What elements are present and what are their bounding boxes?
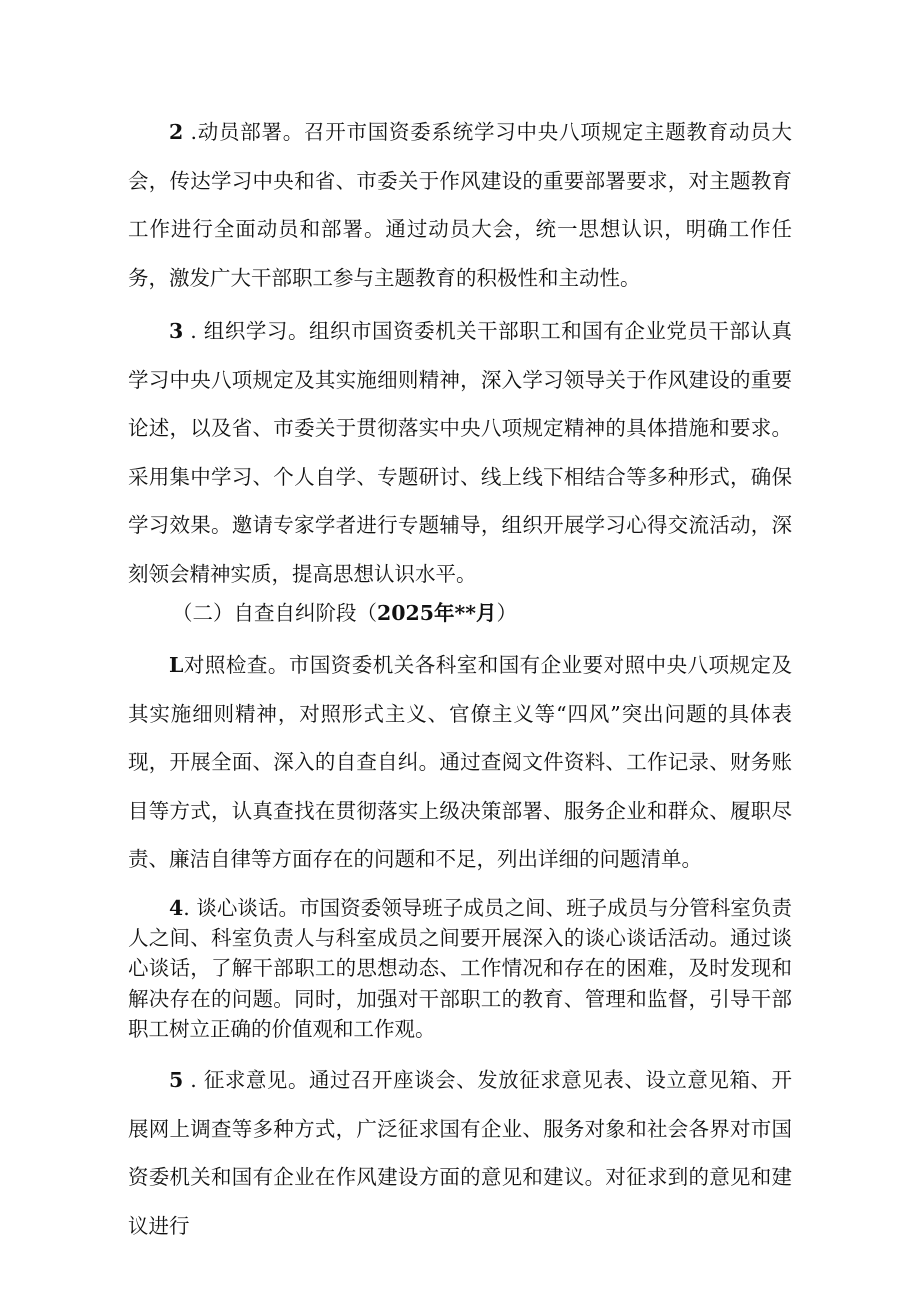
item-number: 2: [169, 120, 184, 144]
item-number: 3: [169, 319, 184, 343]
section-heading-year: 2025年**月: [377, 601, 497, 625]
paragraph-item-1: [128, 641, 792, 884]
paragraph-text: . 组织学习。组织市国资委机关干部职工和国有企业党员干部认真学习中央八项规定及其实施细则精神，深入学习领导关于作风建设的重要论述，以及省、市委关于贯彻落实中央八项规定精神的具体措施和要求。采用集中学习、个人自学、专题研讨、线上线下相结合等多种形式，确保学习效果。邀请专家学者进行专题辅导，组织开展学习心得交流活动，深刻领会精神实质，提高思想认识水平。: [128, 319, 792, 586]
paragraph-text: . 谈心谈话。市国资委领导班子成员之间、班子成员与分管科室负责人之间、科室负责人与科室成员之间要开展深入的谈心谈话活动。通过谈心谈话，了解干部职工的思想动态、工作情况和存在的困难，及时发现和解决存在的问题。同时，加强对干部职工的教育、管理和监督，引导干部职工树立正确的价值观和工作观。: [128, 896, 792, 1041]
section-heading-prefix: （二）自查自纠阶段（: [172, 601, 377, 625]
section-heading: [172, 598, 517, 628]
paragraph-text: . 征求意见。通过召开座谈会、发放征求意见表、设立意见箱、开展网上调查等多种方式，广泛征求国有企业、服务对象和社会各界对市国资委机关和国有企业在作风建设方面的意见和建议。对征求到的意见和建议进行: [128, 1068, 792, 1238]
paragraph-item-4: [128, 893, 792, 1044]
paragraph-item-2: [128, 108, 792, 302]
item-number: 5: [169, 1068, 184, 1092]
paragraph-item-5: [128, 1056, 792, 1250]
paragraph-text: 对照检查。市国资委机关各科室和国有企业要对照中央八项规定及其实施细则精神，对照形式主义、官僚主义等“四风”突出问题的具体表现，开展全面、深入的自查自纠。通过查阅文件资料、工作记录、财务账目等方式，认真查找在贯彻落实上级决策部署、服务企业和群众、履职尽责、廉洁自律等方面存在的问题和不足，列出详细的问题清单。: [128, 653, 792, 871]
paragraph-text: .动员部署。召开市国资委系统学习中央八项规定主题教育动员大会，传达学习中央和省、市委关于作风建设的重要部署要求，对主题教育工作进行全面动员和部署。通过动员大会，统一思想认识，明确工作任务，激发广大干部职工参与主题教育的积极性和主动性。: [128, 120, 792, 290]
item-number: 4: [169, 896, 184, 920]
paragraph-item-3: [128, 307, 792, 598]
section-heading-suffix: ）: [496, 601, 517, 625]
item-number: L: [169, 653, 184, 677]
